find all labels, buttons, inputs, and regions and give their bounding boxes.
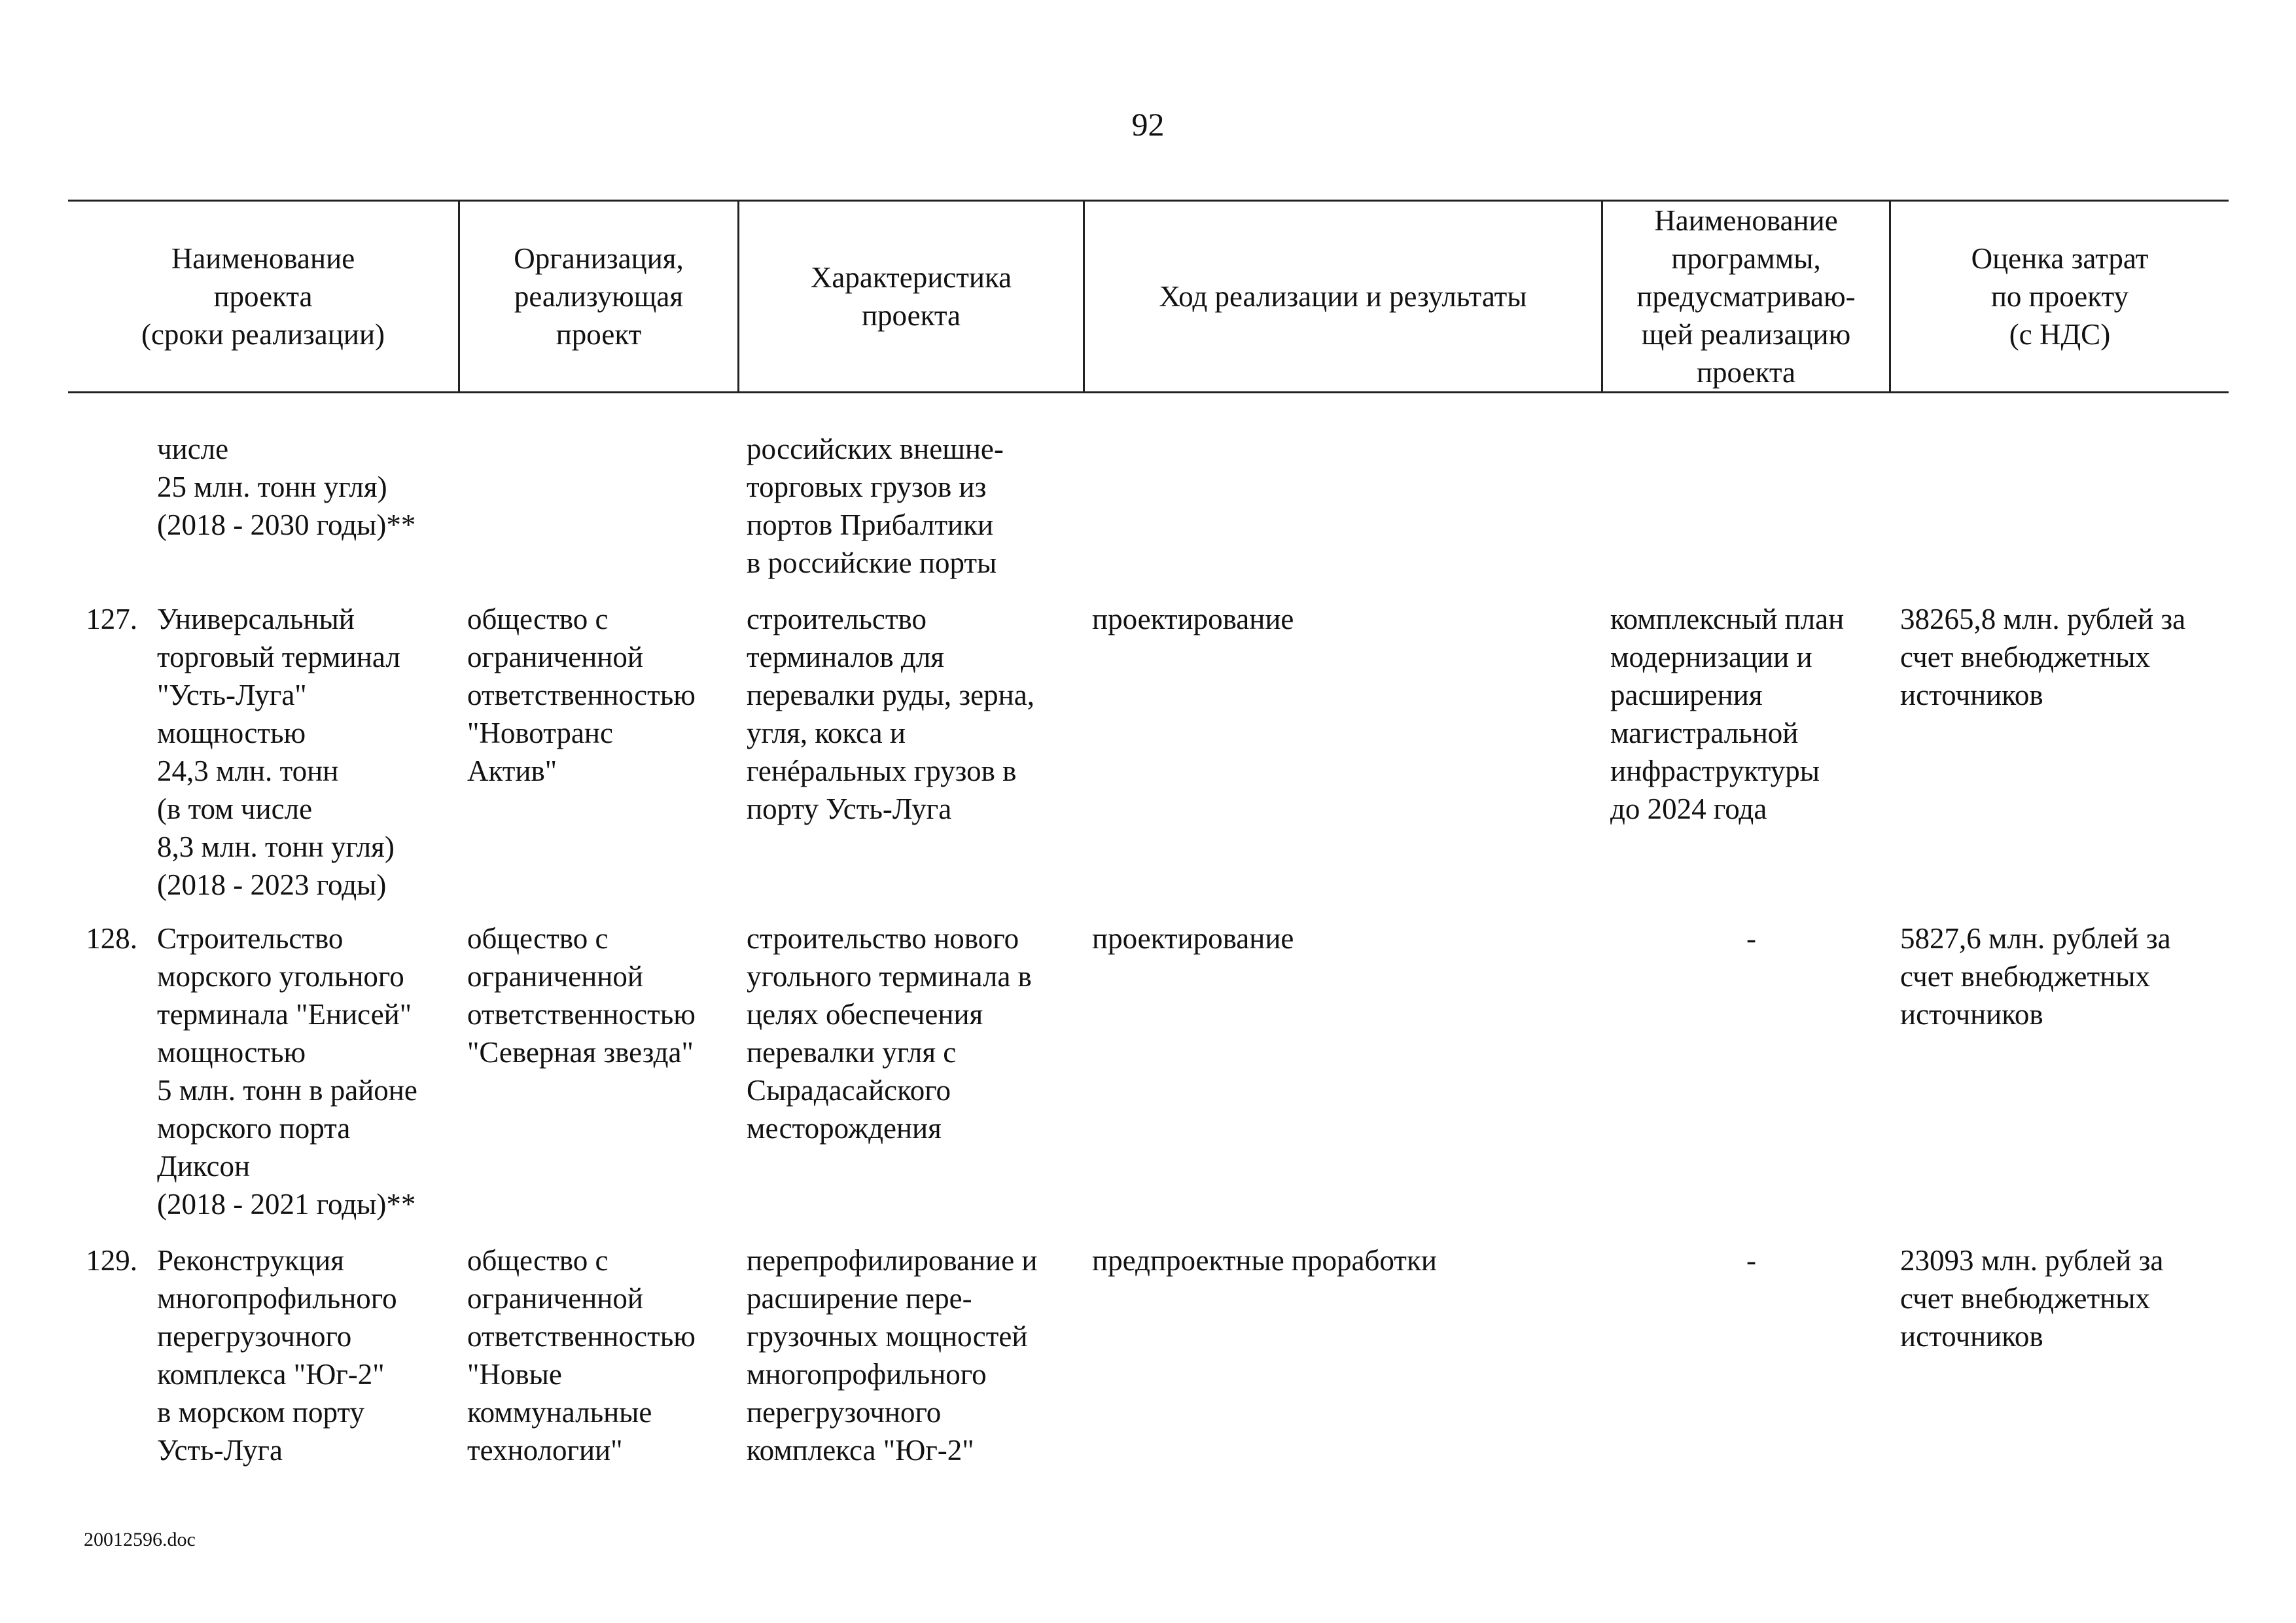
document-filename: 20012596.doc (84, 1529, 196, 1550)
cost: 23093 млн. рублей за счет внебюджетных источников (1900, 1244, 2164, 1353)
header-characteristic: Характеристика проекта (810, 261, 1012, 332)
progress: предпроектные проработки (1092, 1244, 1437, 1277)
organization: общество с ограниченной ответственностью "Новотранс Актив" (467, 603, 696, 787)
cost: 5827,6 млн. рублей за счет внебюджетных источников (1900, 922, 2171, 1031)
progress: проектирование (1092, 922, 1294, 955)
program: - (1746, 1244, 1756, 1277)
project-name: Реконструкция многопрофильного перегрузочного комплекса "Юг-2" в морском порту Усть-Луга (157, 1244, 397, 1467)
program: комплексный план модернизации и расширения магистральной инфраструктуры до 2024 года (1610, 603, 1845, 825)
characteristic: строительство терминалов для перевалки руды, зерна, угля, кокса и генéральных грузов в порту Усть-Луга (747, 603, 1034, 825)
organization: общество с ограниченной ответственностью "Новые коммунальные технологии" (467, 1244, 696, 1467)
project-name: Универсальный торговый терминал "Усть-Луга" мощностью 24,3 млн. тонн (в том числе 8,3 млн. тонн угля) (2018 - 2023 годы) (157, 603, 400, 901)
header-organization: Организация, реализующая проект (514, 242, 684, 351)
characteristic: перепрофилирование и расширение пере- грузочных мощностей многопрофильного перегрузочного комплекса "Юг-2" (747, 1244, 1038, 1467)
project-name: Строительство морского угольного терминала "Енисей" мощностью 5 млн. тонн в районе морского порта Диксон (2018 - 2021 годы)** (157, 922, 417, 1221)
organization: общество с ограниченной ответственностью "Северная звезда" (467, 922, 696, 1069)
header-program: Наименование программы, предусматриваю- щей реализацию проекта (1636, 204, 1856, 389)
characteristic: строительство нового угольного терминала в целях обеспечения перевалки угля с Сырадасайского месторождения (747, 922, 1032, 1145)
row-number: 128. (86, 922, 137, 955)
continued-characteristic: российских внешне- торговых грузов из портов Прибалтики в российские порты (747, 433, 1004, 579)
header-progress: Ход реализации и результаты (1159, 280, 1527, 313)
header-bottom-rule (68, 391, 2229, 393)
header-project-name: Наименование проекта (сроки реализации) (141, 242, 385, 351)
row-number: 129. (86, 1244, 137, 1277)
header-cost: Оценка затрат по проекту (с НДС) (1971, 242, 2149, 351)
program: - (1746, 922, 1756, 955)
row-number: 127. (86, 603, 137, 635)
cost: 38265,8 млн. рублей за счет внебюджетных источников (1900, 603, 2186, 711)
progress: проектирование (1092, 603, 1294, 635)
continued-project-name: числе 25 млн. тонн угля) (2018 - 2030 годы)** (157, 433, 416, 541)
page-number: 92 (1131, 106, 1165, 143)
